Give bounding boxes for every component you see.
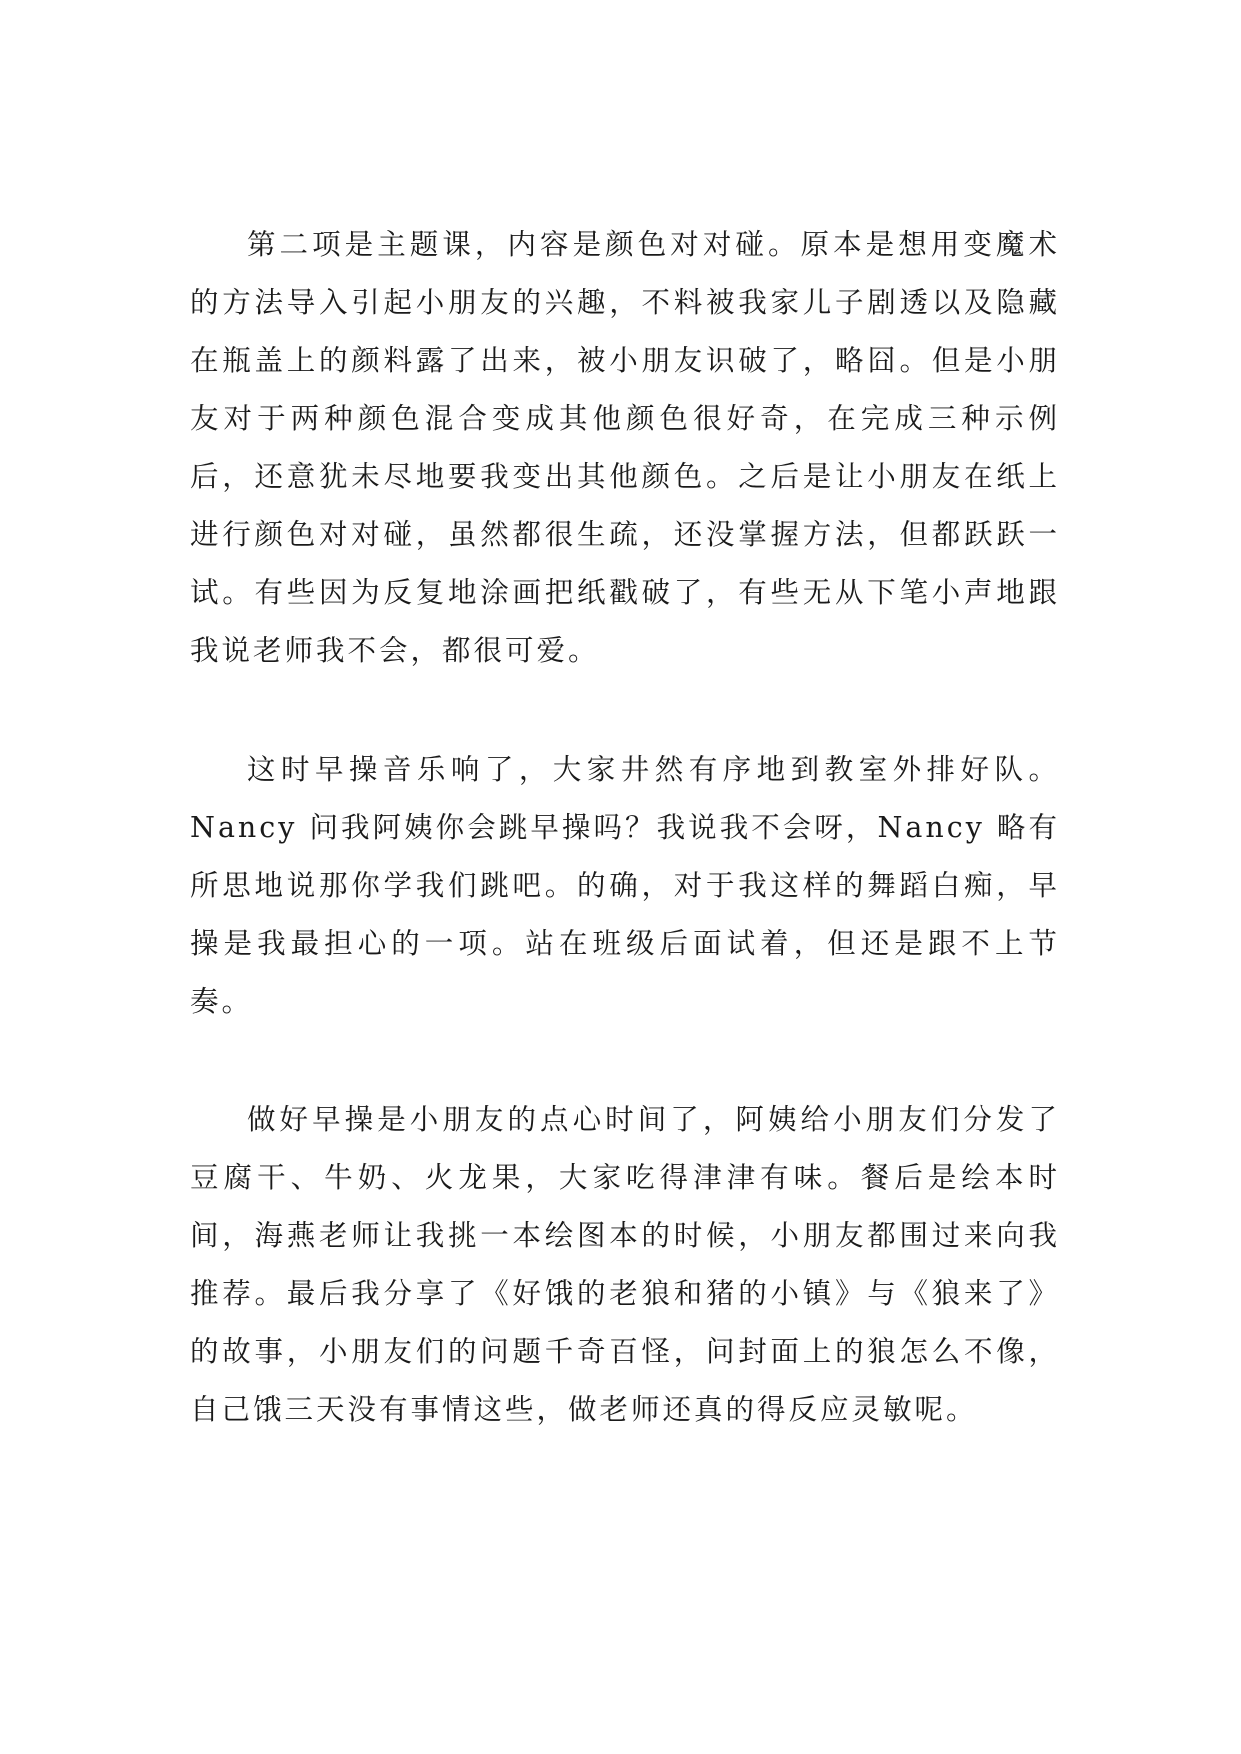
paragraph-morning-exercise: 这时早操音乐响了，大家井然有序地到教室外排好队。Nancy 问我阿姨你会跳早操吗？我说我不会呀，Nancy 略有所思地说那你学我们跳吧。的确，对于我这样的舞蹈白痴，早操是我最担心的一项。站在班级后面试着，但还是跟不上节奏。: [190, 753, 1060, 1018]
paragraph-color-lesson: 第二项是主题课，内容是颜色对对碰。原本是想用变魔术的方法导入引起小朋友的兴趣，不料被我家儿子剧透以及隐藏在瓶盖上的颜料露了出来，被小朋友识破了，略囧。但是小朋友对于两种颜色混合变成其他颜色很好奇，在完成三种示例后，还意犹未尽地要我变出其他颜色。之后是让小朋友在纸上进行颜色对对碰，虽然都很生疏，还没掌握方法，但都跃跃一试。有些因为反复地涂画把纸戳破了，有些无从下笔小声地跟我说老师我不会，都很可爱。: [190, 228, 1060, 667]
paragraph-snack-and-picture-book: 做好早操是小朋友的点心时间了，阿姨给小朋友们分发了豆腐干、牛奶、火龙果，大家吃得津津有味。餐后是绘本时间，海燕老师让我挑一本绘图本的时候，小朋友都围过来向我推荐。最后我分享了《好饿的老狼和猪的小镇》与《狼来了》的故事，小朋友们的问题千奇百怪，问封面上的狼怎么不像，自己饿三天没有事情这些，做老师还真的得反应灵敏呢。: [190, 1103, 1060, 1426]
